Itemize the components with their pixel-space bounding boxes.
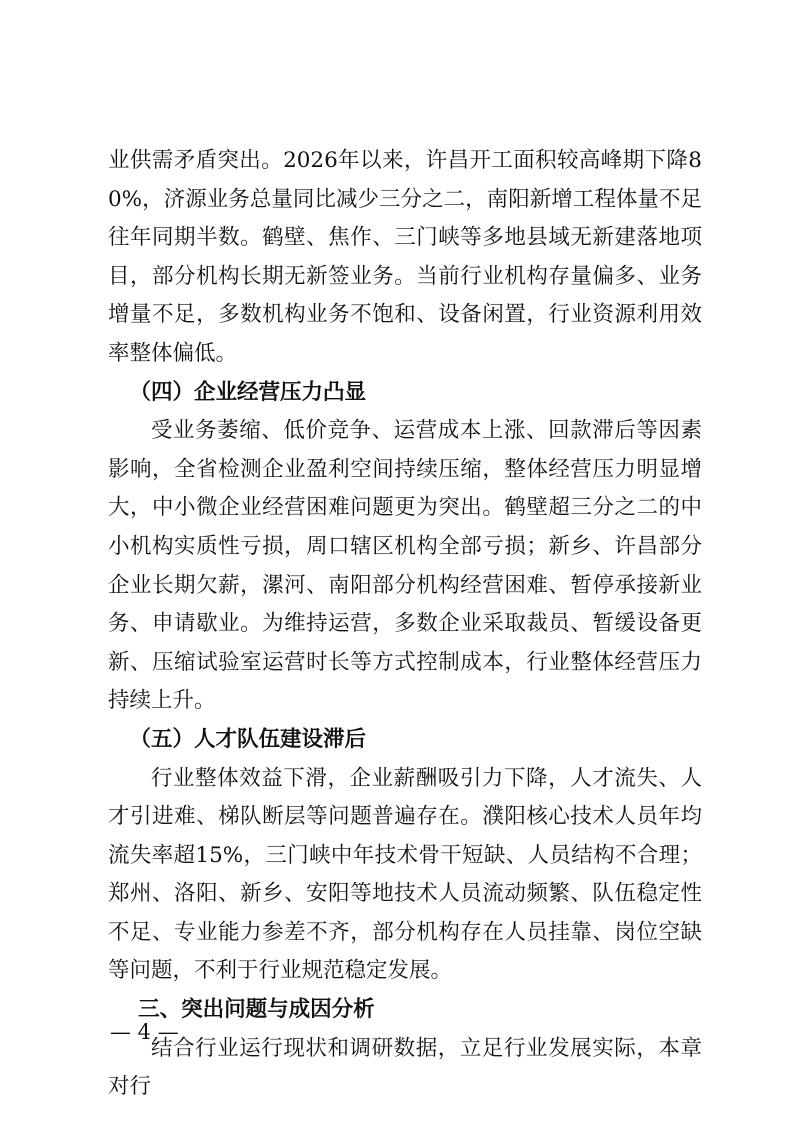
paragraph-talent-team: 行业整体效益下滑，企业薪酬吸引力下降，人才流失、人才引进难、梯队断层等问题普遍存在。濮阳核心技术人员年均流失率超15%，三门峡中年技术骨干短缺、人员结构不合理；郑州、洛阳、新乡、安阳等地技术人员流动频繁、队伍稳定性不足、专业能力参差不齐，部分机构存在人员挂靠、岗位空缺等问题，不利于行业规范稳定发展。: [108, 765, 702, 984]
page-number: — 4 —: [110, 1020, 179, 1044]
paragraph-chapter-intro: 结合行业运行现状和调研数据，立足行业发展实际，本章对行: [108, 1035, 702, 1100]
document-body: [108, 142, 702, 1107]
paragraph-business-pressure: 受业务萎缩、低价竞争、运营成本上涨、回款滞后等因素影响，全省检测企业盈利空间持续压缩，整体经营压力明显增大，中小微企业经营困难问题更为突出。鹤壁超三分之二的中小机构实质性亏损，周口辖区机构全部亏损；新乡、许昌部分企业长期欠薪，漯河、南阳部分机构经营困难、暂停承接新业务、申请歇业。为维持运营，多数企业采取裁员、暂缓设备更新、压缩试验室运营时长等方式控制成本，行业整体经营压力持续上升。: [108, 418, 702, 714]
subheading-talent-team: （五）人才队伍建设滞后: [129, 726, 367, 752]
subheading-business-pressure: （四）企业经营压力凸显: [129, 379, 367, 405]
paragraph-supply-demand: 业供需矛盾突出。2026年以来，许昌开工面积较高峰期下降80%，济源业务总量同比减少三分之二，南阳新增工程体量不足往年同期半数。鹤壁、焦作、三门峡等多地县域无新建落地项目，部分机构长期无新签业务。当前行业机构存量偏多、业务增量不足，多数机构业务不饱和、设备闲置，行业资源利用效率整体偏低。: [108, 148, 702, 366]
chapter-heading-problems: 三、突出问题与成因分析: [138, 997, 375, 1023]
